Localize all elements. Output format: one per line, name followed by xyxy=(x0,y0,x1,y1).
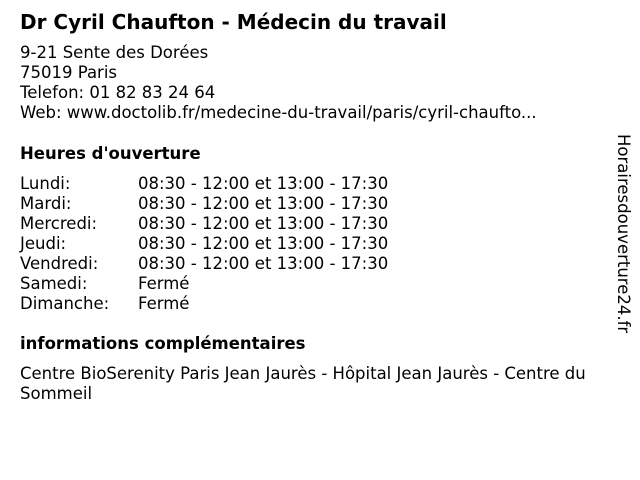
day-times: Fermé xyxy=(138,274,190,293)
hours-row-thursday xyxy=(20,234,388,254)
info-text: Centre BioSerenity Paris Jean Jaurès - Hôpital Jean Jaurès - Centre du Sommeil xyxy=(20,364,586,403)
opening-hours-table xyxy=(20,174,388,314)
day-times: Fermé xyxy=(138,294,190,313)
address-block xyxy=(20,43,537,123)
hours-row-tuesday xyxy=(20,194,388,214)
page-title: Dr Cyril Chaufton - Médecin du travail xyxy=(20,10,447,34)
phone-number: Telefon: 01 82 83 24 64 xyxy=(20,83,216,102)
hours-row-friday xyxy=(20,254,388,274)
address-city: 75019 Paris xyxy=(20,63,118,82)
site-watermark: Horairesdouverture24.fr xyxy=(614,134,633,334)
hours-row-wednesday xyxy=(20,214,388,234)
info-heading: informations complémentaires xyxy=(20,334,306,353)
address-street: 9-21 Sente des Dorées xyxy=(20,43,209,62)
day-times: 08:30 - 12:00 et 13:00 - 17:30 xyxy=(138,194,389,213)
hours-row-monday xyxy=(20,174,388,194)
day-label: Mardi: xyxy=(20,194,72,213)
hours-row-sunday xyxy=(20,294,388,314)
day-label: Jeudi: xyxy=(20,234,67,253)
day-times: 08:30 - 12:00 et 13:00 - 17:30 xyxy=(138,214,389,233)
day-times: 08:30 - 12:00 et 13:00 - 17:30 xyxy=(138,254,389,273)
hours-row-saturday xyxy=(20,274,388,294)
website-link: Web: www.doctolib.fr/medecine-du-travail/paris/cyril-chaufto... xyxy=(20,103,537,122)
day-label: Vendredi: xyxy=(20,254,99,273)
day-label: Dimanche: xyxy=(20,294,110,313)
day-times: 08:30 - 12:00 et 13:00 - 17:30 xyxy=(138,174,389,193)
day-label: Lundi: xyxy=(20,174,71,193)
day-label: Samedi: xyxy=(20,274,88,293)
day-times: 08:30 - 12:00 et 13:00 - 17:30 xyxy=(138,234,389,253)
hours-heading: Heures d'ouverture xyxy=(20,144,201,163)
day-label: Mercredi: xyxy=(20,214,98,233)
